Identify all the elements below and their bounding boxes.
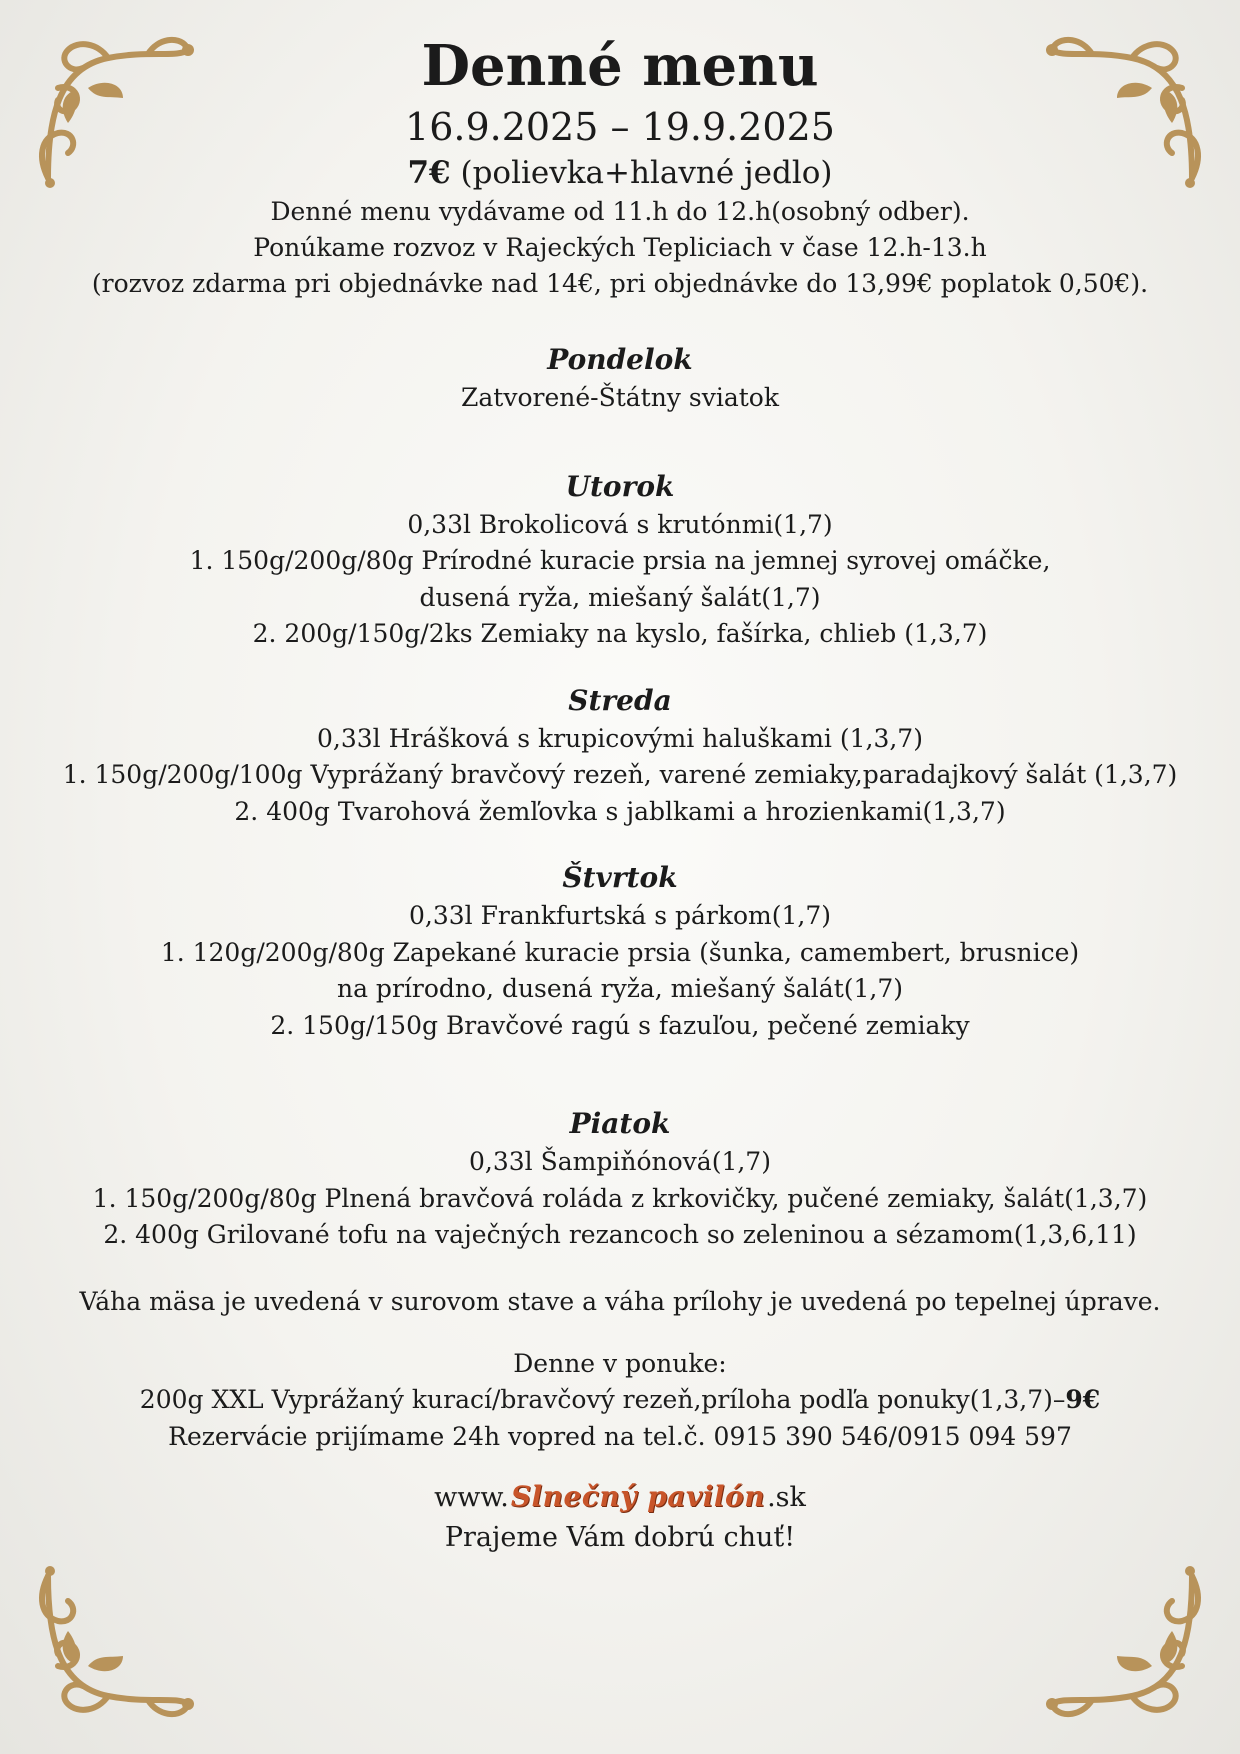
menu-item: 1. 120g/200g/80g Zapekané kuracie prsia (šunka, camembert, brusnice) xyxy=(160,937,1080,967)
daily-offer-heading: Denne v ponuke: xyxy=(513,1348,727,1378)
day-heading: Štvrtok xyxy=(562,861,678,894)
day-monday xyxy=(0,340,1240,417)
info-line: Ponúkame rozvoz v Rajeckých Tepliciach v čase 12.h-13.h xyxy=(253,233,987,262)
menu-price-line xyxy=(0,152,1240,194)
menu-item: 1. 150g/200g/80g Prírodné kuracie prsia na jemnej syrovej omáčke, xyxy=(189,546,1051,575)
menu-item: Zatvorené-Štátny sviatok xyxy=(461,383,779,412)
menu-item: 2. 200g/150g/2ks Zemiaky na kyslo, fašírka, chlieb (1,3,7) xyxy=(252,619,988,648)
flourish-icon xyxy=(28,1556,198,1726)
day-wednesday xyxy=(0,681,1240,831)
weight-note: Váha mäsa je uvedená v surovom stave a váha prílohy je uvedená po tepelnej úprave. xyxy=(79,1286,1161,1316)
date-range: 16.9.2025 – 19.9.2025 xyxy=(405,105,835,149)
day-heading: Pondelok xyxy=(547,343,693,376)
info-line: (rozvoz zdarma pri objednávke nad 14€, pri objednávke do 13,99€ poplatok 0,50€). xyxy=(91,269,1149,298)
brand-logo: Slnečný pavilón xyxy=(510,1480,766,1513)
menu-item: 0,33l Brokolicová s krutónmi(1,7) xyxy=(407,509,833,539)
menu-item: 1. 150g/200g/100g Vyprážaný bravčový rezeň, varené zemiaky,paradajkový šalát (1,3,7) xyxy=(62,760,1178,789)
corner-ornament-bottom-left xyxy=(28,1556,198,1726)
daily-offer-item: 200g XXL Vyprážaný kurací/bravčový rezeň,príloha podľa ponuky(1,3,7)– xyxy=(139,1385,1066,1414)
day-heading: Piatok xyxy=(569,1107,671,1140)
menu-item: 0,33l Hrášková s krupicovými haluškami (1,3,7) xyxy=(317,723,923,753)
menu-content xyxy=(0,30,1240,1558)
website-suffix: .sk xyxy=(767,1482,806,1513)
menu-item: 2. 400g Grilované tofu na vaječných rezancoch so zeleninou a sézamom(1,3,6,11) xyxy=(103,1220,1137,1249)
menu-item: na prírodno, dusená ryža, miešaný šalát(1,7) xyxy=(336,974,904,1003)
day-heading: Streda xyxy=(568,683,672,717)
day-tuesday xyxy=(0,467,1240,653)
menu-item: 1. 150g/200g/80g Plnená bravčová roláda z krkovičky, pučené zemiaky, šalát(1,3,7) xyxy=(92,1183,1148,1213)
menu-item: 0,33l Šampiňónová(1,7) xyxy=(469,1147,771,1176)
day-heading: Utorok xyxy=(565,469,675,503)
day-friday xyxy=(0,1104,1240,1254)
footer xyxy=(0,1477,1240,1558)
menu-item: 0,33l Frankfurtská s párkom(1,7) xyxy=(408,901,832,930)
menu-item: dusená ryža, miešaný šalát(1,7) xyxy=(419,582,821,612)
website-prefix: www. xyxy=(434,1482,509,1513)
menu-price: 7€ xyxy=(407,155,451,191)
flourish-icon xyxy=(1042,1556,1212,1726)
daily-offer xyxy=(0,1346,1240,1456)
daily-offer-line xyxy=(0,1382,1240,1419)
info-line: Denné menu vydávame od 11.h do 12.h(osobný odber). xyxy=(270,197,970,226)
daily-offer-price: 9€ xyxy=(1065,1385,1101,1414)
day-thursday xyxy=(0,858,1240,1044)
website-link[interactable] xyxy=(0,1477,1240,1518)
page-title: Denné menu xyxy=(421,33,819,99)
corner-ornament-bottom-right xyxy=(1042,1556,1212,1726)
closing-wish: Prajeme Vám dobrú chuť! xyxy=(444,1522,796,1553)
menu-item: 2. 400g Tvarohová žemľovka s jablkami a hrozienkami(1,3,7) xyxy=(234,796,1006,826)
reservation-info: Rezervácie prijímame 24h vopred na tel.č. 0915 390 546/0915 094 597 xyxy=(168,1421,1072,1451)
menu-price-note: (polievka+hlavné jedlo) xyxy=(460,155,833,191)
menu-item: 2. 150g/150g Bravčové ragú s fazuľou, pečené zemiaky xyxy=(270,1010,970,1040)
